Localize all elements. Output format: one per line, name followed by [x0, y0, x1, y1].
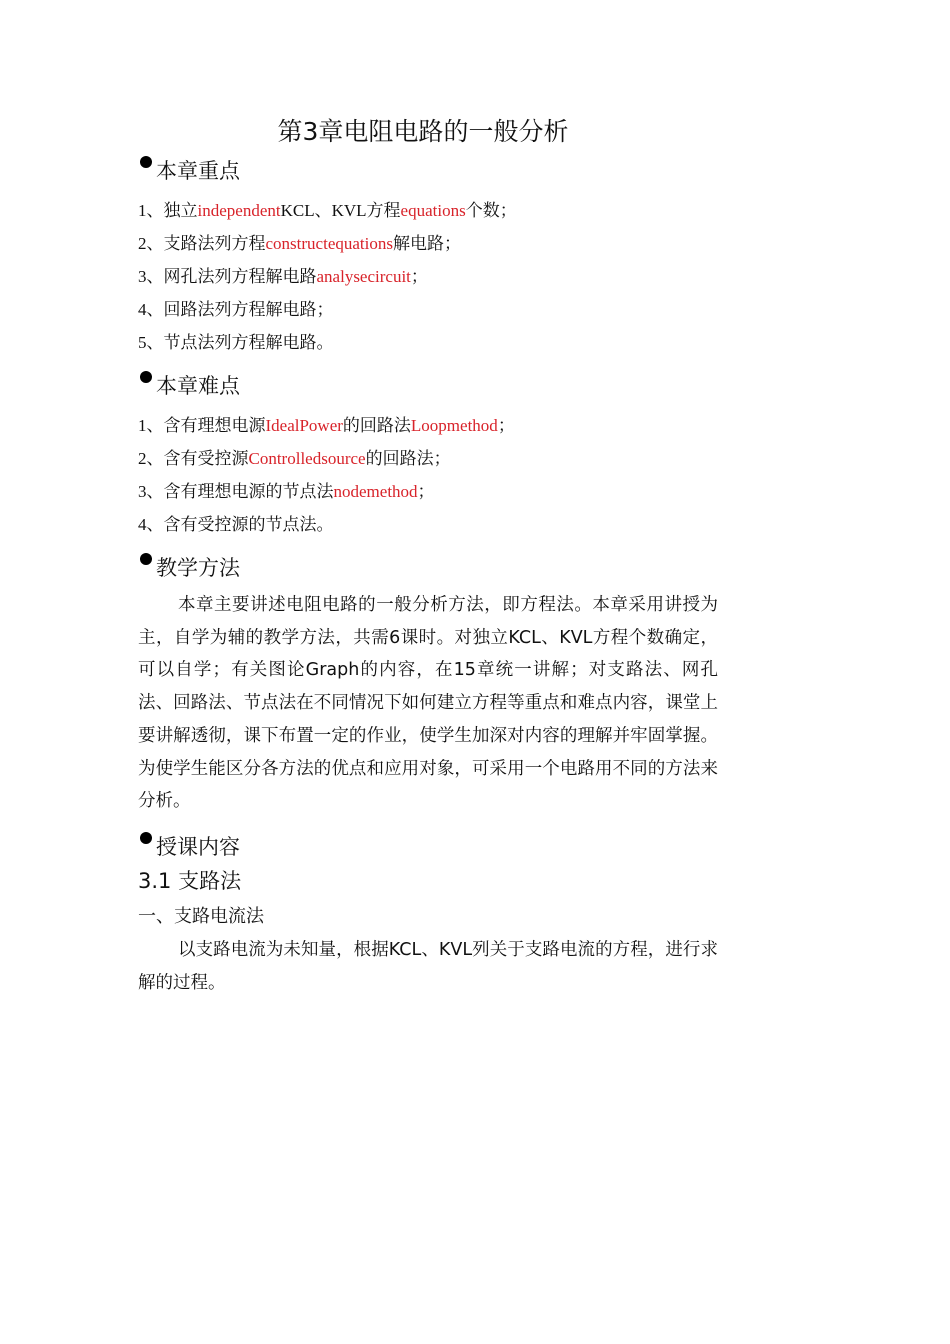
list-item: 2、含有受控源Controlledsource的回路法； — [138, 449, 451, 469]
document-page — [138, 112, 718, 999]
list-item: 1、独立independentKCL、KVL方程equations个数； — [138, 201, 517, 221]
difficult-points-list — [138, 409, 718, 541]
list-item: 4、回路法列方程解电路； — [138, 300, 334, 320]
list-item: 2、支路法列方程constructequations解电路； — [138, 234, 461, 254]
key-points-list — [138, 194, 718, 359]
bullet-icon — [140, 553, 152, 565]
section-heading-difficult-points: 本章难点 — [138, 367, 718, 401]
list-item: 3、含有理想电源的节点法nodemethod； — [138, 482, 435, 502]
list-item: 4、含有受控源的节点法。 — [138, 515, 334, 535]
list-item: 3、网孔法列方程解电路analysecircuit； — [138, 267, 428, 287]
bullet-icon — [140, 156, 152, 168]
section-heading-key-points: 本章重点 — [138, 152, 718, 186]
bullet-icon — [140, 832, 152, 844]
list-item: 1、含有理想电源IdealPower的回路法Loopmethod； — [138, 416, 515, 436]
section-heading-content: 授课内容 — [138, 828, 718, 862]
chapter-title: 第3章电阻电路的一般分析 — [277, 117, 569, 146]
subheading: 一、支路电流法 — [138, 905, 264, 927]
bullet-icon — [140, 371, 152, 383]
section-heading-teaching-method: 教学方法 — [138, 549, 718, 583]
subsection-title: 3.1 支路法 — [138, 868, 242, 893]
content-paragraph: 以支路电流为未知量，根据KCL、KVL列关于支路电流的方程，进行求解的过程。 — [138, 939, 718, 993]
teaching-method-paragraph: 本章主要讲述电阻电路的一般分析方法，即方程法。本章采用讲授为主，自学为辅的教学方法，共需6课时。对独立KCL、KVL方程个数确定，可以自学；有关图论Graph的内容，在15章统一讲解；对支路法、网孔法、回路法、节点法在不同情况下如何建立方程等重点和难点内容，课堂上要讲解透彻，课下布置一定的作业，使学生加深对内容的理解并牢固掌握。为使学生能区分各方法的优点和应用对象，可采用一个电路用不同的方法来分析。 — [138, 595, 718, 812]
list-item: 5、节点法列方程解电路。 — [138, 333, 334, 353]
